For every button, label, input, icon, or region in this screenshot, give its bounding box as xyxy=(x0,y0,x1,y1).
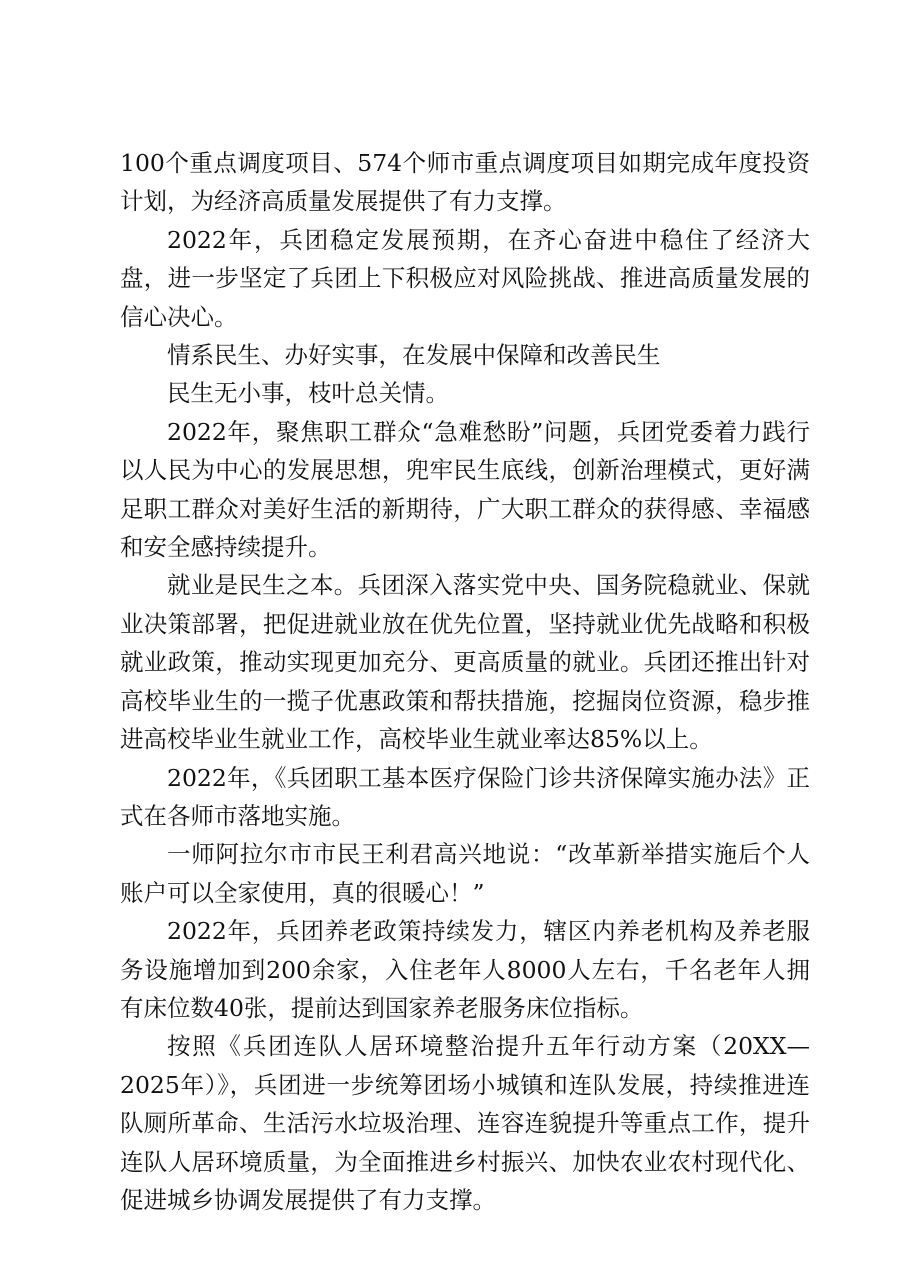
paragraph-3-section-heading: 情系民生、办好实事，在发展中保障和改善民生 xyxy=(167,341,661,370)
paragraph-6: 就业是民生之本。兵团深入落实党中央、国务院稳就业、保就业决策部署，把促进就业放在优先位置，坚持就业优先战略和积极就业政策，推动实现更加充分、更高质量的就业。兵团还推出针对高校毕业生的一揽子优惠政策和帮扶措施，挖掘岗位资源，稳步推进高校毕业生就业工作，高校毕业生就业率达85%以上。 xyxy=(120,571,810,754)
paragraph-5: 2022年，聚焦职工群众“急难愁盼”问题，兵团党委着力践行以人民为中心的发展思想，兜牢民生底线，创新治理模式，更好满足职工群众对美好生活的新期待，广大职工群众的获得感、幸福感和安全感持续提升。 xyxy=(120,417,810,562)
paragraph-9: 2022年，兵团养老政策持续发力，辖区内养老机构及养老服务设施增加到200余家，入住老年人8000人左右，千名老年人拥有床位数40张，提前达到国家养老服务床位指标。 xyxy=(120,917,810,1022)
paragraph-7: 2022年，《兵团职工基本医疗保险门诊共济保障实施办法》正式在各师市落地实施。 xyxy=(120,763,810,830)
paragraph-10: 按照《兵团连队人居环境整治提升五年行动方案（20XX—2025年）》，兵团进一步统筹团场小城镇和连队发展，持续推进连队厕所革命、生活污水垃圾治理、连容连貌提升等重点工作，提升连队人居环境质量，为全面推进乡村振兴、加快农业农村现代化、促进城乡协调发展提供了有力支撑。 xyxy=(120,1032,810,1214)
paragraph-4: 民生无小事，枝叶总关情。 xyxy=(167,379,449,408)
paragraph-2: 2022年，兵团稳定发展预期，在齐心奋进中稳住了经济大盘，进一步坚定了兵团上下积极应对风险挑战、推进高质量发展的信心决心。 xyxy=(120,225,810,331)
paragraph-1: 100个重点调度项目、574个师市重点调度项目如期完成年度投资计划，为经济高质量发展提供了有力支撑。 xyxy=(120,149,810,216)
paragraph-8: 一师阿拉尔市市民王利君高兴地说：“改革新举措实施后个人账户可以全家使用，真的很暖心！” xyxy=(120,840,810,907)
document-body xyxy=(120,144,810,1219)
